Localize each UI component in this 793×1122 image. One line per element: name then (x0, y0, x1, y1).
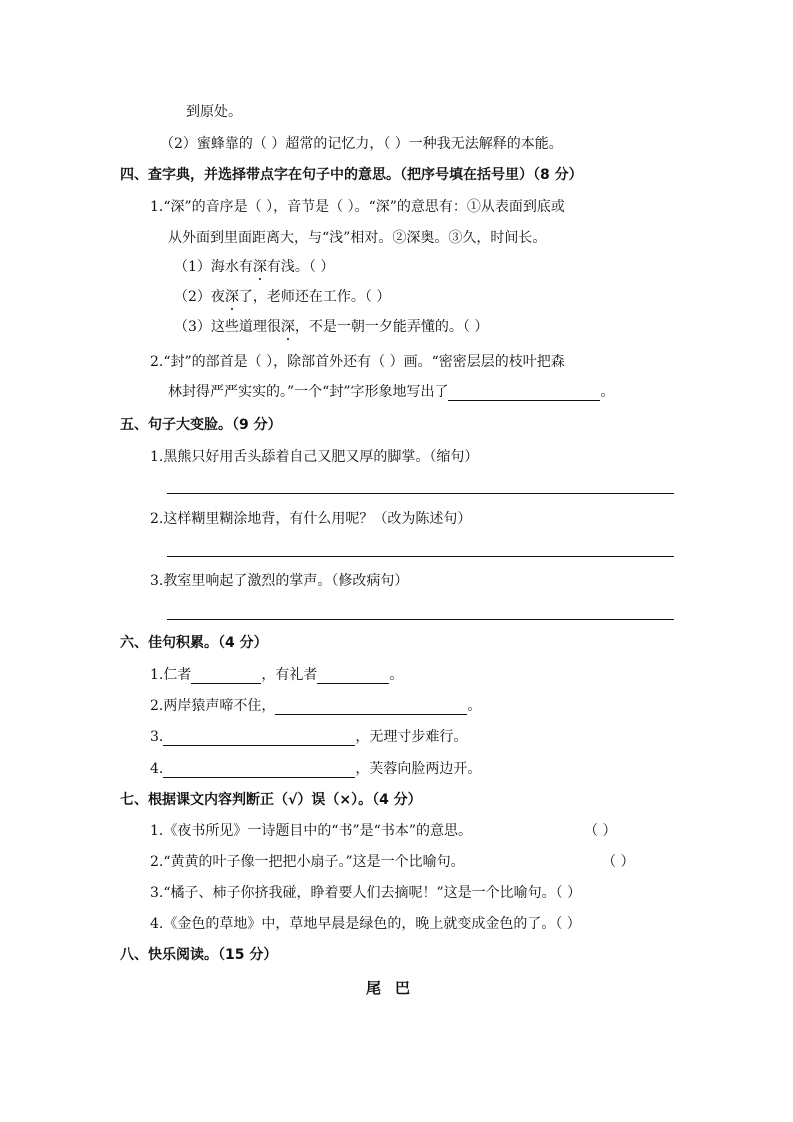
s4-q1-sub2 (174, 288, 390, 306)
s4-q2-line2 (168, 383, 614, 401)
sub2-text-a: （2）夜 (174, 289, 225, 305)
sub3-text-a: （3）这些道理很 (174, 319, 281, 335)
s4-q1-line1: 1.“深”的音序是（ ），音节是（ ）。“深”的意思有：①从表面到底或 (150, 199, 565, 215)
s7-q1: 1.《夜书所见》一诗题目中的“书”是“书本”的意思。 (150, 823, 472, 839)
prev-question-tail: 到原处。 (186, 104, 242, 120)
reading-title: 尾巴 (366, 979, 425, 997)
q2-text-pre: 林封得严严实实的。”一个“封”字形象地写出了 (168, 384, 449, 400)
answer-line[interactable] (167, 619, 674, 620)
sub1-text-a: （1）海水有 (174, 259, 253, 275)
s4-q1-sub1 (174, 258, 334, 276)
dotted-char: 深 (252, 259, 267, 275)
q1-text-a: 1.仁者 (150, 667, 192, 683)
q4-text-a: 4. (150, 761, 164, 777)
s5-q1: 1.黑熊只好用舌头舔着自己又肥又厚的脚掌。（缩句） (150, 449, 479, 465)
s7-q1-paren[interactable]: （ ） (584, 823, 617, 839)
s7-q3: 3.“橘子、柿子你挤我碰，睁着要人们去摘呢！”这是一个比喻句。（ ） (150, 885, 582, 901)
sub2-text-b: 了，老师还在工作。（ ） (238, 289, 391, 305)
answer-blank[interactable] (163, 731, 355, 746)
s6-q2 (150, 697, 481, 715)
s5-q2: 2.这样糊里糊涂地背，有什么用呢？（改为陈述句） (150, 511, 472, 527)
q2-text-b: 。 (467, 698, 482, 714)
answer-line[interactable] (167, 493, 674, 494)
s7-q2-paren[interactable]: （ ） (602, 854, 635, 870)
section-7-heading: 七、根据课文内容判断正（√）误（×）。（4 分） (120, 792, 422, 808)
s6-q4 (150, 760, 481, 778)
answer-blank[interactable] (317, 669, 389, 684)
answer-line[interactable] (167, 556, 674, 557)
q2-text-a: 2.两岸猿声啼不住， (150, 698, 276, 714)
q3-text-b: ，无理寸步难行。 (355, 729, 468, 745)
s4-q1-line2: 从外面到里面距离大，与“浅”相对。②深奥。③久，时间长。 (168, 230, 547, 246)
prev-question-2: （2）蜜蜂靠的（ ）超常的记忆力，（ ）一种我无法解释的本能。 (160, 136, 563, 152)
section-5-heading: 五、句子大变脸。（9 分） (120, 417, 282, 433)
answer-blank[interactable] (275, 700, 467, 715)
answer-blank[interactable] (191, 669, 261, 684)
s6-q1 (150, 666, 403, 684)
s5-q3: 3.教室里响起了激烈的掌声。（修改病句） (150, 573, 409, 589)
s7-q4: 4.《金色的草地》中，草地早晨是绿色的，晚上就变成金色的了。（ ） (150, 916, 581, 932)
answer-blank[interactable] (163, 763, 355, 778)
dotted-char: 深 (224, 289, 239, 305)
section-8-heading: 八、快乐阅读。（15 分） (120, 947, 278, 963)
q1-text-c: 。 (389, 667, 404, 683)
dotted-char: 深 (280, 319, 295, 335)
q4-text-b: ，芙蓉向脸两边开。 (355, 761, 482, 777)
s7-q2: 2.“黄黄的叶子像一把把小扇子。”这是一个比喻句。 (150, 854, 465, 870)
answer-blank[interactable] (448, 386, 600, 401)
q1-text-b: ，有礼者 (261, 667, 318, 683)
sub3-text-b: ，不是一朝一夕能弄懂的。（ ） (294, 319, 489, 335)
section-6-heading: 六、佳句积累。（4 分） (120, 635, 268, 651)
sub1-text-b: 有浅。（ ） (266, 259, 335, 275)
s6-q3 (150, 728, 467, 746)
s4-q2-line1: 2.“封”的部首是（ ），除部首外还有（ ）画。“密密层层的枝叶把森 (150, 354, 565, 370)
q3-text-a: 3. (150, 729, 164, 745)
s4-q1-sub3 (174, 318, 488, 336)
q2-text-post: 。 (600, 384, 615, 400)
section-4-heading: 四、查字典，并选择带点字在句子中的意思。（把序号填在括号里）（8 分） (120, 167, 583, 183)
